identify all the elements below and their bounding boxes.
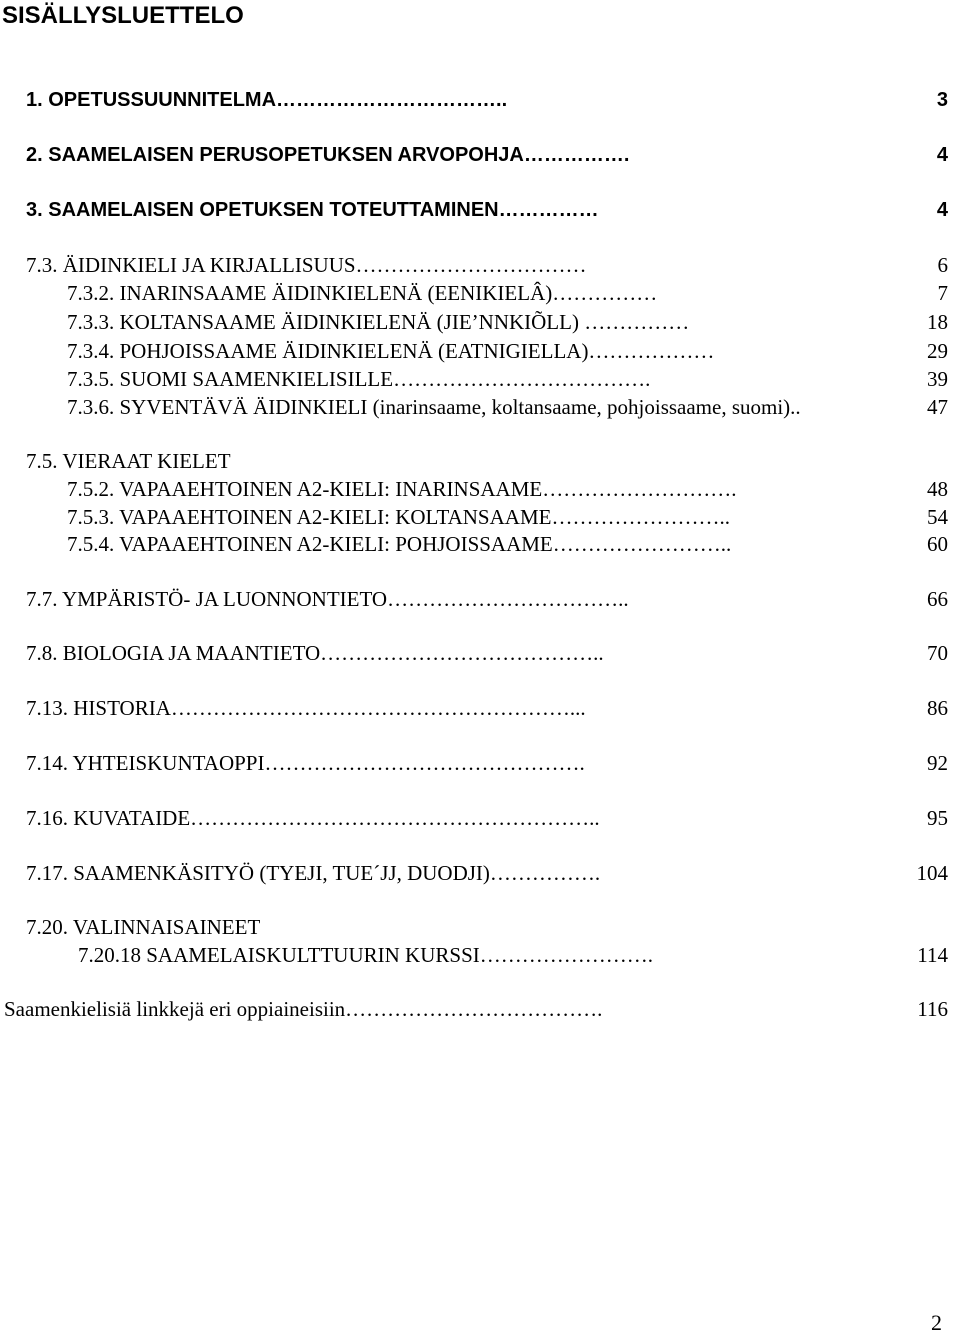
toc-entry[interactable] <box>26 197 948 223</box>
toc-entry-title: 7.5. VIERAAT KIELET <box>26 449 231 473</box>
toc-entry-page: 29 <box>927 339 948 363</box>
toc-entry[interactable] <box>26 640 948 666</box>
toc-entry-page: 4 <box>936 199 948 221</box>
toc-entry[interactable] <box>26 87 948 113</box>
toc-entry[interactable] <box>67 309 948 335</box>
toc-entry-title: 7.16. KUVATAIDE………………………………………………….. <box>26 806 600 830</box>
toc-entry[interactable] <box>78 942 948 968</box>
toc-entry[interactable] <box>26 805 948 831</box>
toc-entry-page: 48 <box>927 477 948 501</box>
toc-entry-title: 2. SAAMELAISEN PERUSOPETUKSEN ARVOPOHJA……………. <box>26 144 630 166</box>
page-title: SISÄLLYSLUETTELO <box>2 2 244 29</box>
toc-entry-page: 60 <box>927 532 948 556</box>
toc-entry-page: 70 <box>927 641 948 665</box>
toc-entry-title: 7.3.6. SYVENTÄVÄ ÄIDINKIELI (inarinsaame, koltansaame, pohjoissaame, suomi).. <box>67 395 801 419</box>
toc-entry-title: 1. OPETUSSUUNNITELMA…………………………….. <box>26 89 508 111</box>
toc-entry-title: 7.3.2. INARINSAAME ÄIDINKIELENÄ (EENIKIELÂ)…………… <box>67 281 658 305</box>
toc-entry[interactable] <box>26 860 948 886</box>
toc-entry[interactable] <box>26 252 948 278</box>
page-number: 2 <box>931 1310 942 1335</box>
toc-entry-page: 116 <box>917 997 948 1021</box>
toc-entry[interactable] <box>67 504 948 530</box>
toc-entry-title: 7.20. VALINNAISAINEET <box>26 915 261 939</box>
toc-entry[interactable] <box>26 695 948 721</box>
toc-entry-title: 7.5.2. VAPAAEHTOINEN A2-KIELI: INARINSAAME………………………. <box>67 477 737 501</box>
toc-entry-page: 114 <box>917 943 948 967</box>
toc-entry-page: 92 <box>927 751 948 775</box>
toc-entry[interactable] <box>26 586 948 612</box>
toc-entry-page: 39 <box>927 367 948 391</box>
toc-entry-title: Saamenkielisiä linkkejä eri oppiaineisiin………………………………. <box>4 997 603 1021</box>
toc-entry[interactable] <box>67 366 948 392</box>
toc-entry[interactable] <box>26 750 948 776</box>
toc-entry-page: 7 <box>937 281 948 305</box>
toc-entry-title: 7.7. YMPÄRISTÖ- JA LUONNONTIETO…………………………….. <box>26 587 629 611</box>
toc-entry-title: 7.5.3. VAPAAEHTOINEN A2-KIELI: KOLTANSAAME…………………….. <box>67 505 730 529</box>
toc-entry[interactable] <box>26 448 948 474</box>
toc-entry-title: 7.3.3. KOLTANSAAME ÄIDINKIELENÄ (JIE’NNKIÕLL) …………… <box>67 310 690 334</box>
toc-entry[interactable] <box>26 142 948 168</box>
toc-entry-title: 3. SAAMELAISEN OPETUKSEN TOTEUTTAMINEN…………… <box>26 199 599 221</box>
toc-entry-title: 7.13. HISTORIA…………………………………………………... <box>26 696 586 720</box>
toc-entry[interactable] <box>4 996 948 1022</box>
toc-entry-page: 18 <box>927 310 948 334</box>
toc-entry-page: 95 <box>927 806 948 830</box>
toc-entry-page: 47 <box>927 395 948 419</box>
toc-entry-page: 86 <box>927 696 948 720</box>
toc-entry[interactable] <box>26 914 948 940</box>
toc-entry[interactable] <box>67 531 948 557</box>
toc-entry-title: 7.14. YHTEISKUNTAOPPI………………………………………. <box>26 751 585 775</box>
toc-entry[interactable] <box>67 280 948 306</box>
toc-entry-page: 4 <box>936 144 948 166</box>
toc-entry-page: 3 <box>936 89 948 111</box>
toc-entry-page: 66 <box>927 587 948 611</box>
toc-entry-page: 54 <box>927 505 948 529</box>
toc-entry-page: 104 <box>916 861 948 885</box>
toc-entry-title: 7.20.18 SAAMELAISKULTTUURIN KURSSI……………………. <box>78 943 653 967</box>
toc-entry[interactable] <box>67 338 948 364</box>
toc-entry-title: 7.3. ÄIDINKIELI JA KIRJALLISUUS…………………………… <box>26 253 587 277</box>
toc-entry[interactable] <box>67 394 948 420</box>
toc-entry-title: 7.3.4. POHJOISSAAME ÄIDINKIELENÄ (EATNIGIELLA)……………… <box>67 339 715 363</box>
toc-entry-page: 6 <box>937 253 948 277</box>
toc-entry-title: 7.8. BIOLOGIA JA MAANTIETO………………………………….. <box>26 641 604 665</box>
toc-entry[interactable] <box>67 476 948 502</box>
toc-entry-title: 7.3.5. SUOMI SAAMENKIELISILLE………………………………. <box>67 367 651 391</box>
toc-entry-title: 7.5.4. VAPAAEHTOINEN A2-KIELI: POHJOISSAAME…………………….. <box>67 532 732 556</box>
toc-entry-title: 7.17. SAAMENKÄSITYÖ (TYEJI, TUE´JJ, DUODJI)……………. <box>26 861 601 885</box>
